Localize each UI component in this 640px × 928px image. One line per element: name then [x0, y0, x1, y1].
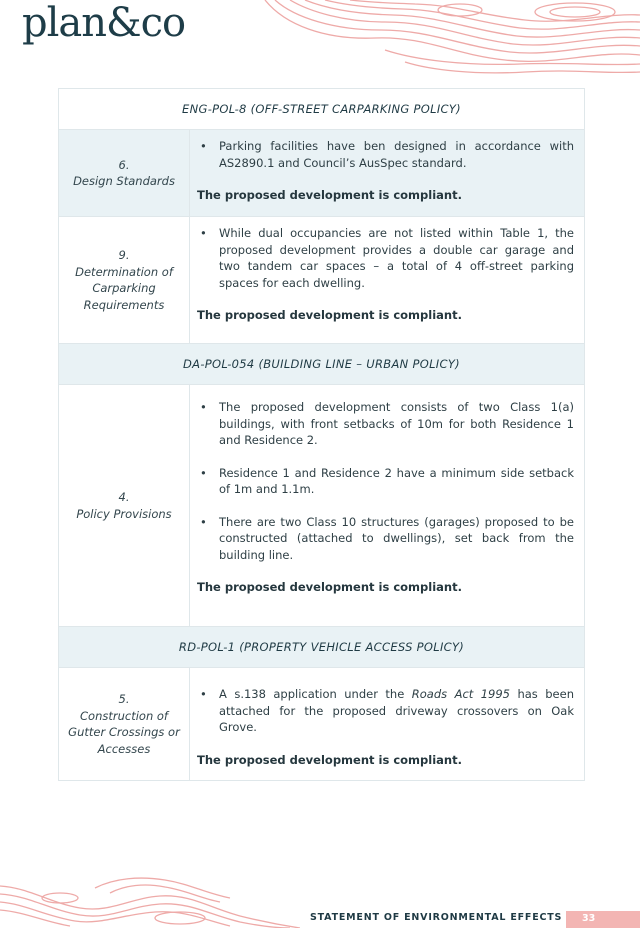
clause-title: Design Standards [73, 174, 175, 188]
section-header [59, 626, 584, 667]
table-row [59, 384, 584, 626]
list-item: • There are two Class 10 structures (garages) proposed to be constructed (attached to dwellings), set back from the building line. [200, 514, 574, 562]
page-number: 33 [582, 913, 596, 924]
list-item: • A s.138 application under the Roads Act 1995 has been attached for the proposed driveway crossovers on Oak Grove. [200, 687, 574, 734]
compliance-statement: The proposed development is compliant. [197, 308, 462, 322]
clause-number: 6. [118, 157, 130, 172]
compliance-statement: The proposed development is compliant. [197, 188, 462, 202]
compliance-statement: The proposed development is compliant. [197, 752, 462, 767]
section-title: RD-POL-1 (PROPERTY VEHICLE ACCESS POLICY) [178, 640, 465, 654]
table-row [59, 216, 584, 343]
table-row [59, 129, 584, 216]
table-row [59, 667, 584, 780]
clause-cell [59, 217, 190, 343]
section-title: DA-POL-054 (BUILDING LINE – URBAN POLICY) [183, 357, 460, 371]
comment-cell [190, 668, 584, 780]
compliance-statement: The proposed development is compliant. [197, 580, 462, 594]
topographic-decoration [255, 0, 640, 78]
footer-title: STATEMENT OF ENVIRONMENTAL EFFECTS [310, 912, 563, 923]
page-number-badge [566, 911, 640, 928]
clause-cell [59, 385, 190, 626]
clause-title: Determination of Carparking Requirements [75, 264, 173, 312]
list-item: • The proposed development consists of two Class 1(a) buildings, with front setbacks of 10m for both Residence 1 and Residence 2. [200, 400, 574, 447]
comment-cell [190, 385, 584, 626]
policy-compliance-table [58, 88, 585, 781]
clause-cell [59, 130, 190, 216]
list-item: • Parking facilities have ben designed in accordance with AS2890.1 and Council’s AusSpec standard. [200, 139, 574, 170]
clause-number: 4. [118, 490, 130, 504]
comment-cell [190, 130, 584, 216]
list-item: • Residence 1 and Residence 2 have a minimum side setback of 1m and 1.1m. [200, 465, 574, 496]
section-title: ENG-POL-8 (OFF-STREET CARPARKING POLICY) [182, 102, 461, 116]
clause-cell [59, 668, 190, 780]
comment-cell [190, 217, 584, 343]
clause-title: Construction of Gutter Crossings or Accesses [68, 708, 180, 756]
logo: plan&co [22, 0, 186, 46]
clause-number: 9. [118, 248, 130, 262]
section-header [59, 89, 584, 129]
section-header [59, 343, 584, 384]
clause-number: 5. [118, 692, 130, 706]
list-item: • While dual occupancies are not listed within Table 1, the proposed development provides a double car garage and two tandem car spaces – a total of 4 off-street parking spaces for each dwelling. [200, 226, 574, 290]
topographic-decoration [0, 868, 300, 928]
clause-title: Policy Provisions [76, 506, 172, 521]
